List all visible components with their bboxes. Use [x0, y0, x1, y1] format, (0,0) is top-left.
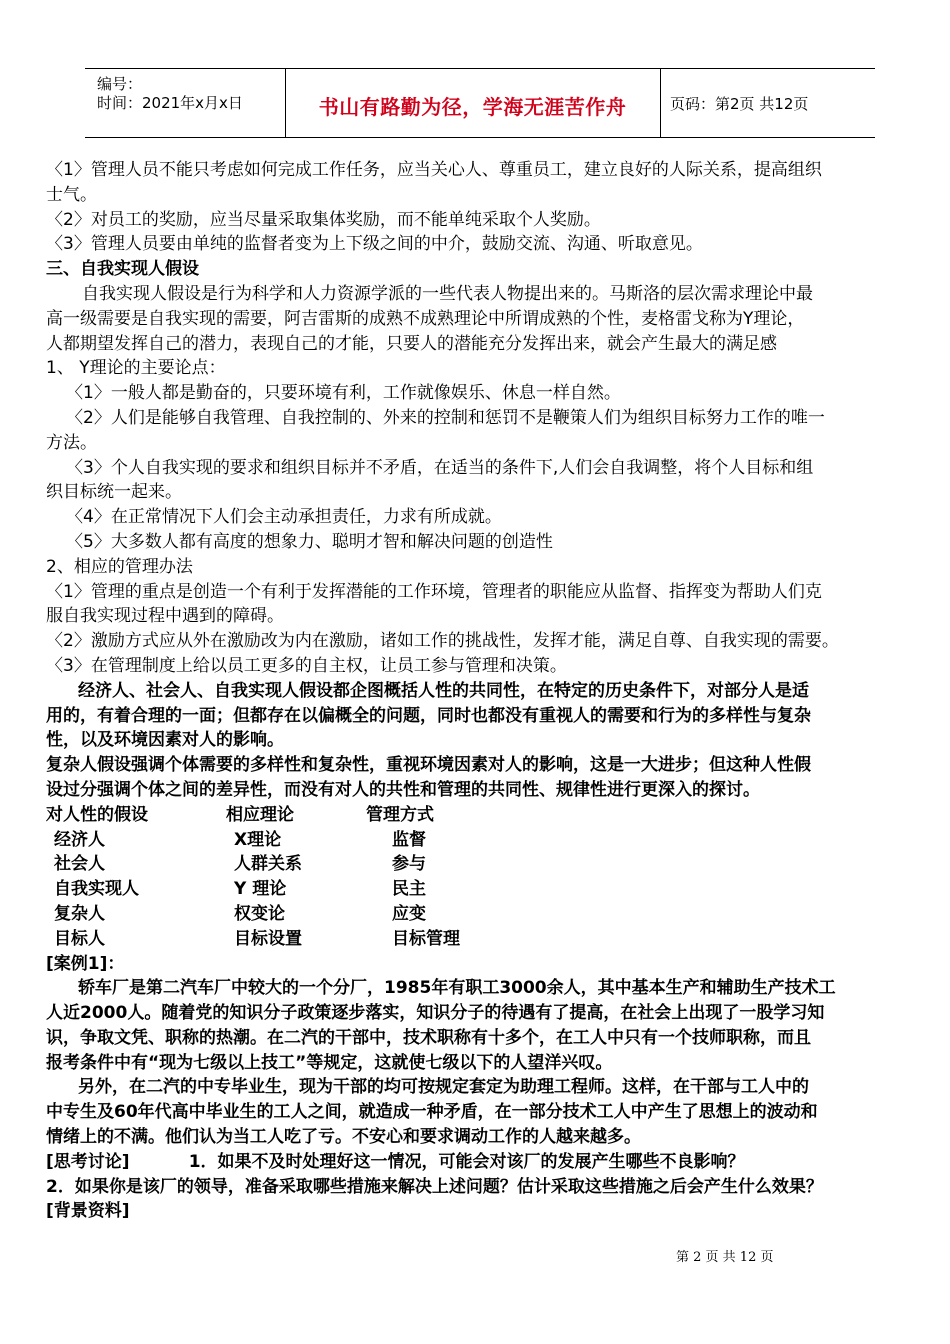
- case-paragraph-line: 中专生及60年代高中毕业生的工人之间，就造成一种矛盾，在一部分技术工人中产生了思想上的波动和: [46, 1102, 818, 1123]
- background-heading: [背景资料]: [46, 1201, 130, 1222]
- summary-paragraph-line: 复杂人假设强调个体需要的多样性和复杂性，重视环境因素对人的影响，这是一大进步；但这种人性假: [46, 755, 811, 776]
- table-cell: Y 理论: [234, 879, 287, 900]
- table-header-cell: 对人性的假设: [46, 804, 148, 825]
- table-cell: X理论: [234, 829, 282, 850]
- table-row: [46, 902, 926, 927]
- motto: 书山有路勤为径，学海无涯苦作舟: [318, 95, 627, 119]
- table-cell: 民主: [392, 879, 426, 900]
- table-row: [46, 877, 926, 902]
- list-item-continuation: 织目标统一起来。: [46, 482, 182, 503]
- case-paragraph-line: 识，争取文凭、职称的热潮。在二汽的干部中，技术职称有十多个，在工人中只有一个技师职称，而且: [46, 1027, 811, 1048]
- header-motto-cell: [285, 69, 661, 137]
- list-item: 〈3〉在管理制度上给以员工更多的自主权，让员工参与管理和决策。: [46, 655, 567, 676]
- summary-paragraph-line: 用的，有着合理的一面；但都存在以偏概全的问题，同时也都没有重视人的需要和行为的多样性与复杂: [46, 705, 811, 726]
- case-paragraph-line: 轿车厂是第二汽车厂中较大的一个分厂，1985年有职工3000余人，其中基本生产和辅助生产技术工: [78, 978, 836, 999]
- number-label: 编号：: [97, 75, 143, 93]
- table-cell: 目标人: [54, 928, 105, 949]
- table-cell: 复杂人: [54, 903, 105, 924]
- section-heading: 三、自我实现人假设: [46, 259, 199, 280]
- paragraph-line: 人都期望发挥自己的潜力，表现自己的才能，只要人的潜能充分发挥出来，就会产生最大的满足感: [46, 333, 777, 354]
- list-item: 〈1〉管理的重点是创造一个有利于发挥潜能的工作环境，管理者的职能应从监督、指挥变为帮助人们克: [46, 581, 822, 602]
- table-cell: 社会人: [54, 854, 105, 875]
- summary-paragraph-line: 设过分强调个体之间的差异性，而没有对人的共性和管理的共同性、规律性进行更深入的探讨。: [46, 779, 760, 800]
- header-page-cell: [660, 69, 875, 137]
- paragraph-line: 〈1〉管理人员不能只考虑如何完成工作任务，应当关心人、尊重员工，建立良好的人际关系，提高组织: [46, 160, 822, 180]
- case-paragraph-line: 人近2000人。随着党的知识分子政策逐步落实，知识分子的待遇有了提高，在社会上出现了一股学习知: [46, 1003, 825, 1024]
- table-cell: 目标设置: [234, 928, 302, 949]
- case-paragraph-line: 另外，在二汽的中专毕业生，现为干部的均可按规定套定为助理工程师。这样，在干部与工人中的: [78, 1077, 809, 1098]
- table-header-row: [46, 803, 926, 828]
- paragraph-line: 士气。: [46, 184, 97, 205]
- time-label: 时间：2021年x月x日: [97, 94, 243, 112]
- paragraph-line: 高一级需要是自我实现的需要，阿吉雷斯的成熟不成熟理论中所谓成熟的个性，麦格雷戈称为Y理论，: [46, 308, 805, 329]
- case-heading: [案例1]：: [46, 953, 125, 974]
- subheading: 2、相应的管理办法: [46, 556, 193, 577]
- page-header: [85, 68, 875, 138]
- discussion-question: 2．如果你是该厂的领导，准备采取哪些措施来解决上述问题？估计采取这些措施之后会产生什么效果？: [46, 1176, 823, 1197]
- summary-paragraph-line: 经济人、社会人、自我实现人假设都企图概括人性的共同性，在特定的历史条件下，对部分人是适: [78, 680, 809, 701]
- list-item: 〈1〉一般人都是勤奋的，只要环境有利，工作就像娱乐、休息一样自然。: [66, 383, 621, 404]
- summary-paragraph-line: 性，以及环境因素对人的影响。: [46, 730, 284, 751]
- table-header-cell: 相应理论: [226, 804, 294, 825]
- header-meta-cell: [85, 69, 286, 137]
- page-info: 页码：第2页 共12页: [670, 95, 809, 113]
- paragraph-line: 〈3〉管理人员要由单纯的监督者变为上下级之间的中介，鼓励交流、沟通、听取意见。: [46, 234, 703, 255]
- discussion-question: [思考讨论] 1．如果不及时处理好这一情况，可能会对该厂的发展产生哪些不良影响？: [46, 1151, 745, 1172]
- case-paragraph-line: 情绪上的不满。他们认为当工人吃了亏。不安心和要求调动工作的人越来越多。: [46, 1127, 641, 1148]
- list-item: 〈3〉个人自我实现的要求和组织目标并不矛盾，在适当的条件下,人们会自我调整，将个人目标和组: [66, 457, 814, 478]
- table-cell: 参与: [392, 854, 426, 875]
- subheading: 1、 Y理论的主要论点：: [46, 358, 226, 379]
- list-item: 〈5〉大多数人都有高度的想象力、聪明才智和解决问题的创造性: [66, 531, 553, 552]
- list-item-continuation: 服自我实现过程中遇到的障碍。: [46, 606, 284, 627]
- list-item-continuation: 方法。: [46, 432, 97, 453]
- table-cell: 权变论: [234, 903, 285, 924]
- table-cell: 目标管理: [392, 928, 460, 949]
- list-item: 〈2〉激励方式应从外在激励改为内在激励，诸如工作的挑战性，发挥才能，满足自尊、自我实现的需要。: [46, 631, 839, 652]
- document-body: [46, 158, 926, 1224]
- paragraph-line: 〈2〉对员工的奖励，应当尽量采取集体奖励，而不能单纯采取个人奖励。: [46, 209, 601, 230]
- table-row: [46, 852, 926, 877]
- page-footer: 第 2 页 共 12 页: [676, 1250, 774, 1265]
- table-cell: 自我实现人: [54, 879, 139, 900]
- table-cell: 人群关系: [234, 854, 302, 875]
- table-cell: 应变: [392, 903, 426, 924]
- list-item: 〈2〉人们是能够自我管理、自我控制的、外来的控制和惩罚不是鞭策人们为组织目标努力工作的唯一: [66, 407, 825, 428]
- list-item: 〈4〉在正常情况下人们会主动承担责任，力求有所成就。: [66, 507, 502, 528]
- table-cell: 经济人: [54, 829, 105, 850]
- table-row: [46, 927, 926, 952]
- case-paragraph-line: 报考条件中有“现为七级以上技工”等规定，这就使七级以下的人望洋兴叹。: [46, 1052, 613, 1073]
- paragraph-line: 自我实现人假设是行为科学和人力资源学派的一些代表人物提出来的。马斯洛的层次需求理论中最: [82, 283, 813, 304]
- table-cell: 监督: [392, 829, 426, 850]
- table-header-cell: 管理方式: [366, 804, 434, 825]
- table-row: [46, 828, 926, 853]
